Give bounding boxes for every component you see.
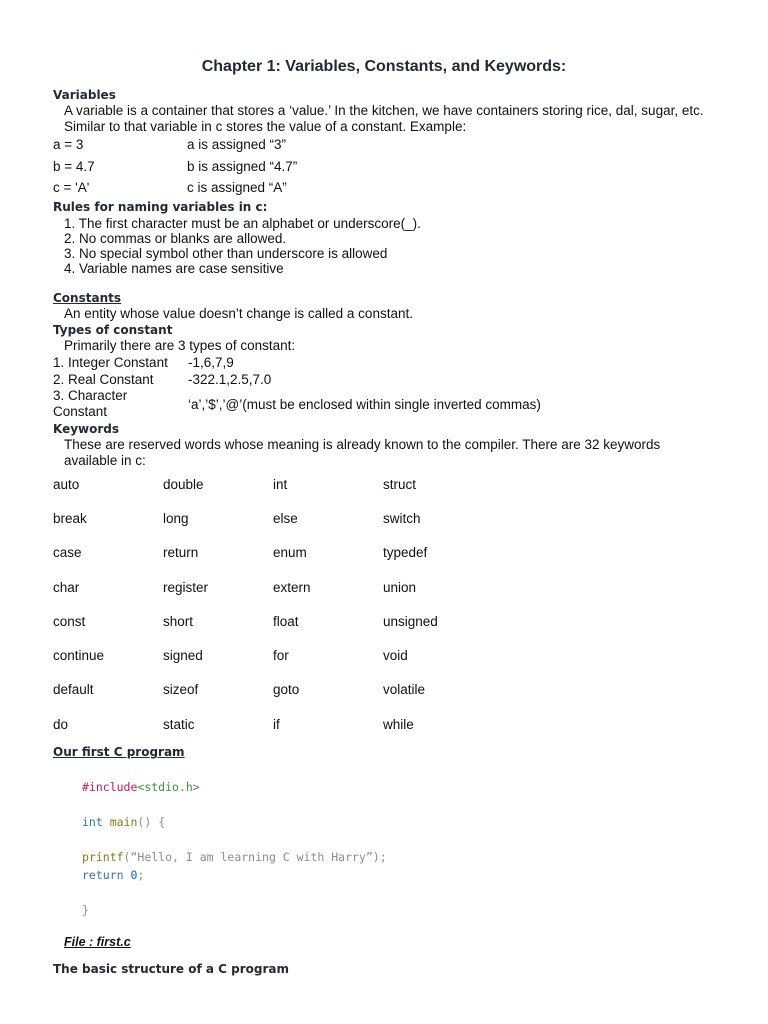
keyword-cell: do <box>53 717 69 732</box>
printf-function: printf <box>82 850 124 864</box>
rules-heading: Rules for naming variables in c: <box>53 200 268 214</box>
example-code-a: a = 3 <box>53 137 84 152</box>
example-explain-b: b is assigned “4.7” <box>187 159 298 174</box>
rule-item: 4. Variable names are case sensitive <box>64 261 284 276</box>
keyword-cell: for <box>273 648 289 663</box>
keyword-cell: if <box>273 717 280 732</box>
constants-description: An entity whose value doesn’t change is called a constant. <box>64 306 413 321</box>
constant-type-example: ‘a’,’$’,’@’(must be enclosed within single inverted commas) <box>188 397 541 412</box>
code-line-closing-brace: } <box>82 903 89 917</box>
keyword-cell: struct <box>383 477 417 492</box>
code-line-include <box>82 779 200 795</box>
keyword-cell: goto <box>273 682 300 697</box>
types-intro: Primarily there are 3 types of constant: <box>64 338 296 353</box>
return-value: 0 <box>130 868 138 882</box>
rule-item: 2. No commas or blanks are allowed. <box>64 231 287 246</box>
keyword-cell: auto <box>53 477 80 492</box>
variables-description: A variable is a container that stores a ‘value.’ In the kitchen, we have containers storing rice, dal, sugar, etc. Similar to that variable in c stores the value of a constant. Example: <box>64 103 704 134</box>
keyword-cell: continue <box>53 648 105 663</box>
types-of-constant-heading: Types of constant <box>53 323 173 337</box>
keyword-cell: unsigned <box>383 614 438 629</box>
constant-type-name: 1. Integer Constant <box>53 355 168 370</box>
keywords-description: These are reserved words whose meaning is already known to the compiler. There are 32 keywords <box>64 437 661 452</box>
keyword-cell: double <box>163 477 204 492</box>
page-title: Chapter 1: Variables, Constants, and Keywords: <box>201 58 567 75</box>
keyword-cell: static <box>163 717 195 732</box>
keyword-cell: return <box>163 545 199 560</box>
example-explain-a: a is assigned “3” <box>187 137 287 152</box>
example-explain-c: c is assigned “A” <box>187 180 287 195</box>
keyword-cell: enum <box>273 545 307 560</box>
code-line-main <box>82 814 165 830</box>
keyword-cell: short <box>163 614 194 629</box>
keyword-cell: switch <box>383 511 421 526</box>
keyword-cell: while <box>383 717 414 732</box>
constant-type-example: -1,6,7,9 <box>188 355 234 370</box>
keywords-heading: Keywords <box>53 422 120 436</box>
rule-item: 1. The first character must be an alphabet or underscore(_). <box>64 216 421 231</box>
keyword-cell: int <box>273 477 288 492</box>
keyword-cell: register <box>163 580 209 595</box>
keyword-cell: default <box>53 682 94 697</box>
keywords-description-cont: available in c: <box>64 453 146 468</box>
keyword-cell: signed <box>163 648 203 663</box>
structure-heading: The basic structure of a C program <box>53 962 290 976</box>
constant-type-name-cont: Constant <box>53 404 108 419</box>
keyword-cell: void <box>383 648 408 663</box>
constants-heading: Constants <box>53 291 121 305</box>
keyword-cell: const <box>53 614 86 629</box>
printf-args: (“Hello, I am learning C with Harry”); <box>123 850 387 864</box>
main-function: main <box>109 815 138 829</box>
keyword-cell: union <box>383 580 417 595</box>
return-semicolon: ; <box>137 868 145 882</box>
first-program-heading: Our first C program <box>53 745 185 759</box>
variables-heading: Variables <box>53 88 116 102</box>
main-parens: () { <box>137 815 166 829</box>
include-directive: #include <box>82 780 138 794</box>
keyword-cell: sizeof <box>163 682 199 697</box>
keyword-cell: char <box>53 580 80 595</box>
constant-type-name: 3. Character <box>53 388 128 403</box>
int-keyword: int <box>82 815 103 829</box>
constant-type-name: 2. Real Constant <box>53 372 154 387</box>
keyword-cell: case <box>53 545 82 560</box>
keyword-cell: extern <box>273 580 311 595</box>
keyword-cell: volatile <box>383 682 426 697</box>
example-code-b: b = 4.7 <box>53 159 95 174</box>
keyword-cell: else <box>273 511 298 526</box>
keyword-cell: break <box>53 511 87 526</box>
keyword-cell: long <box>163 511 189 526</box>
keyword-cell: float <box>273 614 299 629</box>
rule-item: 3. No special symbol other than underscore is allowed <box>64 246 388 261</box>
example-code-c: c = 'A' <box>53 180 90 195</box>
file-label: File : first.c <box>64 935 131 949</box>
constant-type-example: -322.1,2.5,7.0 <box>188 372 272 387</box>
code-line-printf <box>82 849 387 865</box>
include-header: <stdio.h> <box>137 780 200 794</box>
code-line-return <box>82 867 144 883</box>
keyword-cell: typedef <box>383 545 428 560</box>
return-keyword: return <box>82 868 124 882</box>
